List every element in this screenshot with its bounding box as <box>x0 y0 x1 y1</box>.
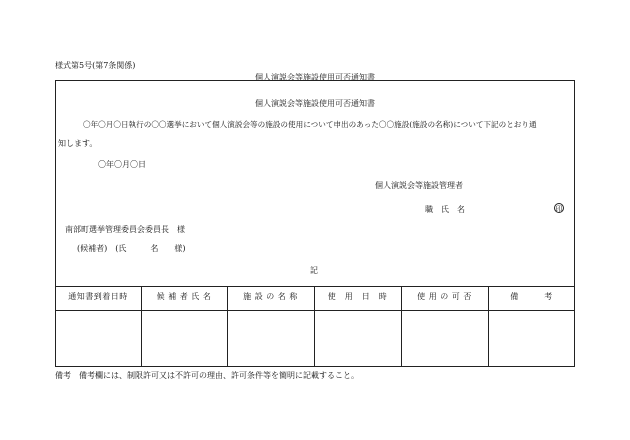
inner-title: 個人演説会等施設使用可否通知書 <box>255 99 375 108</box>
form-number: 様式第5号(第7条関係) <box>55 61 136 70</box>
table-header-remarks: 備 考 <box>510 292 553 301</box>
manager-title: 個人演説会等施設管理者 <box>375 181 463 190</box>
candidate-line: (候補者) (氏 名 様) <box>77 244 186 253</box>
notice-date: 〇年〇月〇日 <box>98 160 146 169</box>
body-text-line1: 〇年〇月〇日執行の〇〇選挙において個人演説会等の施設の使用について申出のあった〇〇施設(施設の名称)について下記のとおり通 <box>83 120 537 129</box>
footnote: 備考 備考欄には、制限許可又は不許可の理由、許可条件等を簡明に記載すること。 <box>55 371 359 380</box>
table-header-approval: 使 用 の 可 否 <box>417 292 472 301</box>
table-header-datetime: 使 用 日 時 <box>327 292 388 301</box>
ki-heading: 記 <box>310 266 318 275</box>
body-text-line2: 知します。 <box>58 139 98 148</box>
table-header-facility: 施 設 の 名 称 <box>243 292 298 301</box>
table-header-divider <box>55 310 575 311</box>
table-header-candidate: 候 補 者 氏 名 <box>156 292 212 301</box>
manager-name-label: 職 氏 名 <box>425 205 465 214</box>
addressee: 南部町選挙管理委員会委員長 様 <box>65 225 185 234</box>
seal-mark: 印 <box>555 205 563 213</box>
outer-title: 個人演説会等施設使用可否通知書 <box>255 73 375 82</box>
table-top-border <box>55 286 575 287</box>
table-header-arrival: 通知書到着日時 <box>68 292 128 301</box>
